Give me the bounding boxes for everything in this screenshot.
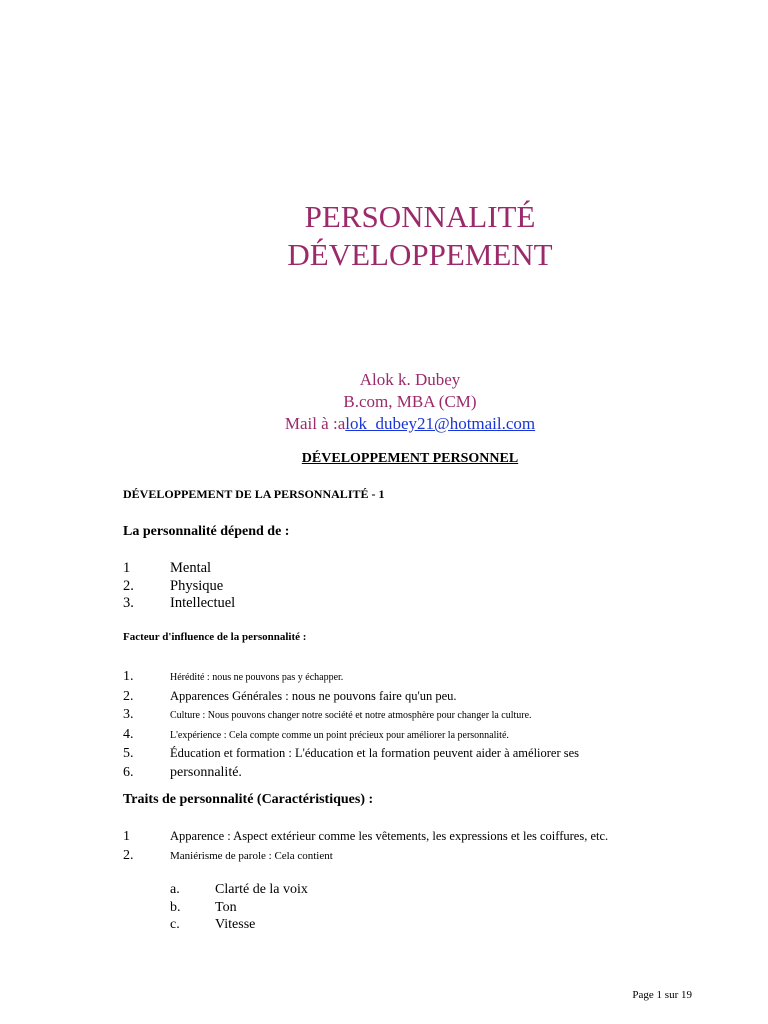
item-text: Mental bbox=[170, 560, 212, 576]
list-item bbox=[123, 560, 235, 578]
influence-heading: Facteur d'influence de la personnalité : bbox=[123, 631, 307, 643]
list-item bbox=[123, 744, 579, 763]
author-name: Alok k. Dubey bbox=[359, 370, 461, 389]
list-item bbox=[123, 667, 579, 687]
author-info bbox=[0, 369, 768, 435]
item-text: Hérédité : nous ne pouvons pas y échapper. bbox=[170, 672, 344, 683]
list-item bbox=[170, 916, 308, 934]
author-mail bbox=[0, 413, 768, 435]
item-text: L'expérience : Cela compte comme un point précieux pour améliorer la personnalité. bbox=[170, 729, 509, 741]
item-text: Vitesse bbox=[215, 917, 256, 932]
traits-list bbox=[123, 827, 608, 865]
item-number: 3. bbox=[123, 707, 134, 722]
list-item bbox=[170, 899, 308, 917]
item-letter: c. bbox=[170, 917, 180, 932]
section-heading: DÉVELOPPEMENT PERSONNEL bbox=[301, 451, 519, 466]
traits-sublist bbox=[170, 881, 308, 934]
list-item bbox=[123, 595, 235, 613]
list-item bbox=[123, 725, 579, 745]
mail-prefix: Mail à : bbox=[284, 414, 338, 433]
list-item bbox=[123, 578, 235, 596]
item-number: 6. bbox=[123, 764, 134, 780]
item-text: Physique bbox=[170, 577, 224, 594]
title-line-2: DÉVELOPPEMENT bbox=[287, 237, 553, 272]
item-text: Apparences Générales : nous ne pouvons faire qu'un peu. bbox=[170, 688, 457, 703]
item-text: Apparence : Aspect extérieur comme les vêtements, les expressions et les coiffures, etc. bbox=[170, 829, 609, 843]
depend-list bbox=[123, 560, 235, 613]
item-text: personnalité. bbox=[170, 764, 242, 780]
influence-list bbox=[123, 667, 579, 781]
item-number: 3. bbox=[123, 595, 134, 611]
item-text: Éducation et formation : L'éducation et la formation peuvent aider à améliorer ses bbox=[170, 746, 580, 760]
document-title bbox=[0, 198, 768, 274]
item-letter: a. bbox=[170, 882, 180, 897]
list-item bbox=[170, 881, 308, 899]
item-number: 5. bbox=[123, 746, 134, 761]
traits-heading: Traits de personnalité (Caractéristiques) : bbox=[123, 792, 374, 807]
author-degree: B.com, MBA (CM) bbox=[343, 392, 477, 411]
item-number: 2. bbox=[123, 847, 134, 863]
list-item bbox=[123, 763, 579, 782]
item-letter: b. bbox=[170, 899, 181, 915]
item-number: 2. bbox=[123, 577, 134, 594]
list-item bbox=[123, 846, 608, 866]
sub-heading: DÉVELOPPEMENT DE LA PERSONNALITÉ - 1 bbox=[123, 487, 385, 501]
list-item bbox=[123, 687, 579, 706]
list-item bbox=[123, 827, 608, 846]
list-item bbox=[123, 705, 579, 725]
item-number: 2. bbox=[123, 688, 134, 704]
item-text: Clarté de la voix bbox=[215, 882, 308, 897]
item-number: 1. bbox=[123, 669, 134, 684]
item-number: 1 bbox=[123, 829, 130, 844]
item-text: Ton bbox=[215, 899, 237, 915]
item-text: Culture : Nous pouvons changer notre société et notre atmosphère pour changer la culture. bbox=[170, 710, 532, 721]
item-number: 4. bbox=[123, 726, 134, 742]
item-text: Intellectuel bbox=[170, 595, 236, 611]
mail-first-char: a bbox=[337, 414, 346, 433]
email-link[interactable]: lok_dubey21@hotmail.com bbox=[345, 414, 536, 433]
page-number: Page 1 sur 19 bbox=[632, 989, 692, 1001]
title-line-1: PERSONNALITÉ bbox=[304, 199, 536, 234]
item-text: Maniérisme de parole : Cela contient bbox=[170, 849, 333, 862]
item-number: 1 bbox=[123, 560, 131, 576]
depend-heading: La personnalité dépend de : bbox=[123, 524, 290, 539]
